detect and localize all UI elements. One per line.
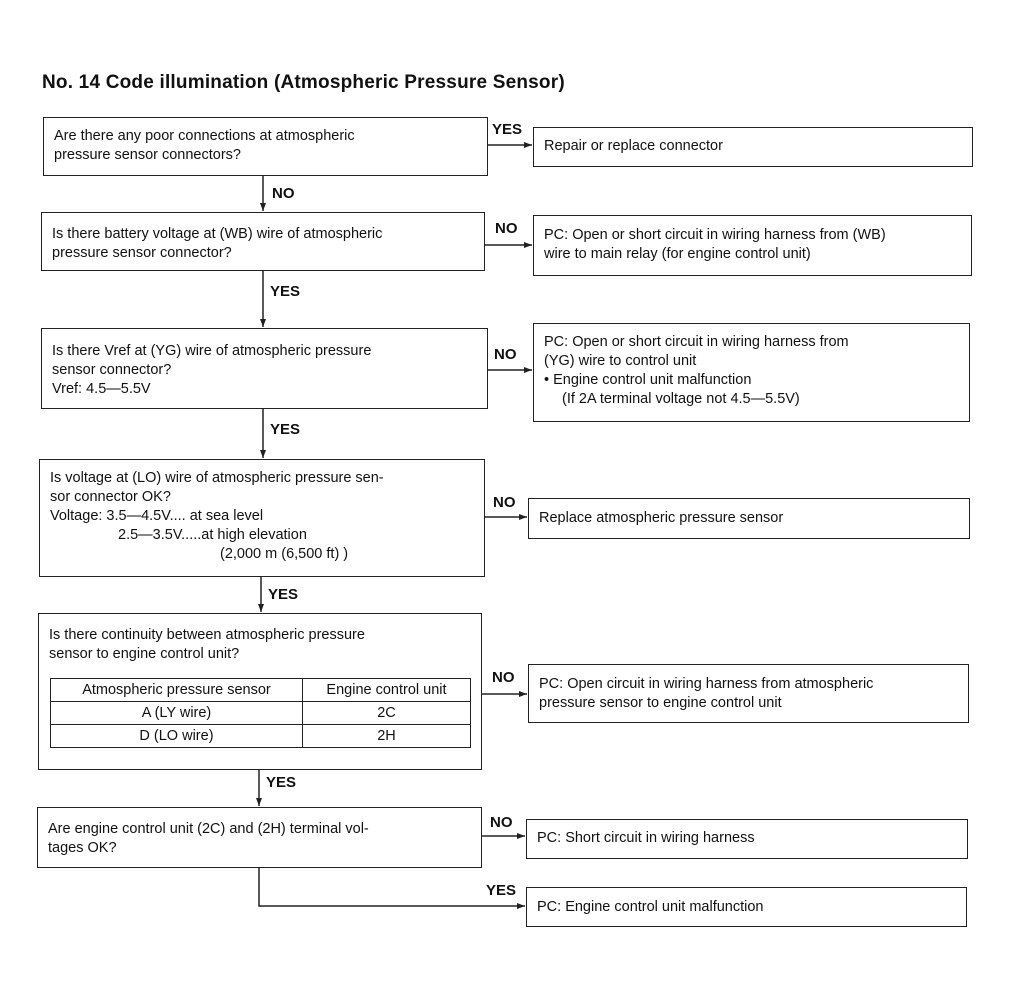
question-text: Is there battery voltage at (WB) wire of atmospheric bbox=[52, 226, 383, 242]
no-label: NO bbox=[493, 494, 516, 511]
question-text: sensor connector? bbox=[52, 362, 172, 378]
result-text: PC: Open or short circuit in wiring harness from bbox=[544, 334, 849, 350]
question-text: Voltage: 3.5—4.5V.... at sea level bbox=[50, 508, 264, 524]
table-header: Engine control unit bbox=[302, 679, 470, 702]
result-text: (If 2A terminal voltage not 4.5—5.5V) bbox=[562, 391, 800, 407]
table-cell: 2C bbox=[302, 702, 470, 725]
yes-label: YES bbox=[268, 586, 299, 603]
question-text: Is voltage at (LO) wire of atmospheric pressure sen- bbox=[50, 470, 384, 486]
result-text: wire to main relay (for engine control unit) bbox=[544, 246, 811, 262]
no-label: NO bbox=[495, 220, 518, 237]
result-box-4 bbox=[528, 498, 970, 539]
question-box-3 bbox=[41, 328, 488, 409]
table-header: Atmospheric pressure sensor bbox=[51, 679, 303, 702]
question-text: tages OK? bbox=[48, 840, 117, 856]
question-text: Is there continuity between atmospheric pressure bbox=[49, 627, 365, 643]
result-text: PC: Open or short circuit in wiring harness from (WB) bbox=[544, 227, 886, 243]
question-box-1 bbox=[43, 117, 488, 176]
result-box-7 bbox=[526, 887, 967, 927]
table-header-row bbox=[51, 679, 471, 702]
result-text: Replace atmospheric pressure sensor bbox=[539, 510, 784, 526]
yes-label: YES bbox=[492, 121, 523, 138]
result-text: • Engine control unit malfunction bbox=[544, 372, 752, 388]
question-text: sor connector OK? bbox=[50, 489, 171, 505]
question-text: pressure sensor connector? bbox=[52, 245, 232, 261]
question-box-2 bbox=[41, 212, 485, 271]
result-text: PC: Open circuit in wiring harness from atmospheric bbox=[539, 676, 874, 692]
continuity-table bbox=[50, 678, 471, 748]
question-text: pressure sensor connectors? bbox=[54, 147, 241, 163]
no-label: NO bbox=[490, 814, 513, 831]
table-row bbox=[51, 702, 471, 725]
result-box-2 bbox=[533, 215, 972, 276]
result-box-6 bbox=[526, 819, 968, 859]
yes-label: YES bbox=[270, 283, 301, 300]
question-box-4 bbox=[39, 459, 485, 577]
no-label: NO bbox=[494, 346, 517, 363]
table-row bbox=[51, 725, 471, 748]
question-text: Is there Vref at (YG) wire of atmospheric pressure bbox=[52, 343, 372, 359]
result-box-1 bbox=[533, 127, 973, 167]
result-text: PC: Engine control unit malfunction bbox=[537, 899, 764, 915]
result-box-5 bbox=[528, 664, 969, 723]
table-cell: A (LY wire) bbox=[51, 702, 303, 725]
page-title: No. 14 Code illumination (Atmospheric Pressure Sensor) bbox=[42, 72, 565, 93]
no-label: NO bbox=[272, 185, 295, 202]
question-text: Are engine control unit (2C) and (2H) terminal vol- bbox=[48, 821, 369, 837]
result-text: pressure sensor to engine control unit bbox=[539, 695, 782, 711]
no-label: NO bbox=[492, 669, 515, 686]
question-text: Vref: 4.5—5.5V bbox=[52, 381, 151, 397]
table-cell: 2H bbox=[302, 725, 470, 748]
yes-label: YES bbox=[486, 882, 517, 899]
question-text: (2,000 m (6,500 ft) ) bbox=[220, 546, 349, 562]
result-text: Repair or replace connector bbox=[544, 138, 723, 154]
question-text: sensor to engine control unit? bbox=[49, 646, 240, 662]
yes-label: YES bbox=[270, 421, 301, 438]
question-text: Are there any poor connections at atmospheric bbox=[54, 128, 355, 144]
result-box-3 bbox=[533, 323, 970, 422]
yes-label: YES bbox=[266, 774, 297, 791]
question-text: 2.5—3.5V.....at high elevation bbox=[118, 527, 307, 543]
result-text: (YG) wire to control unit bbox=[544, 353, 697, 369]
question-box-6 bbox=[37, 807, 482, 868]
table-cell: D (LO wire) bbox=[51, 725, 303, 748]
result-text: PC: Short circuit in wiring harness bbox=[537, 830, 755, 846]
